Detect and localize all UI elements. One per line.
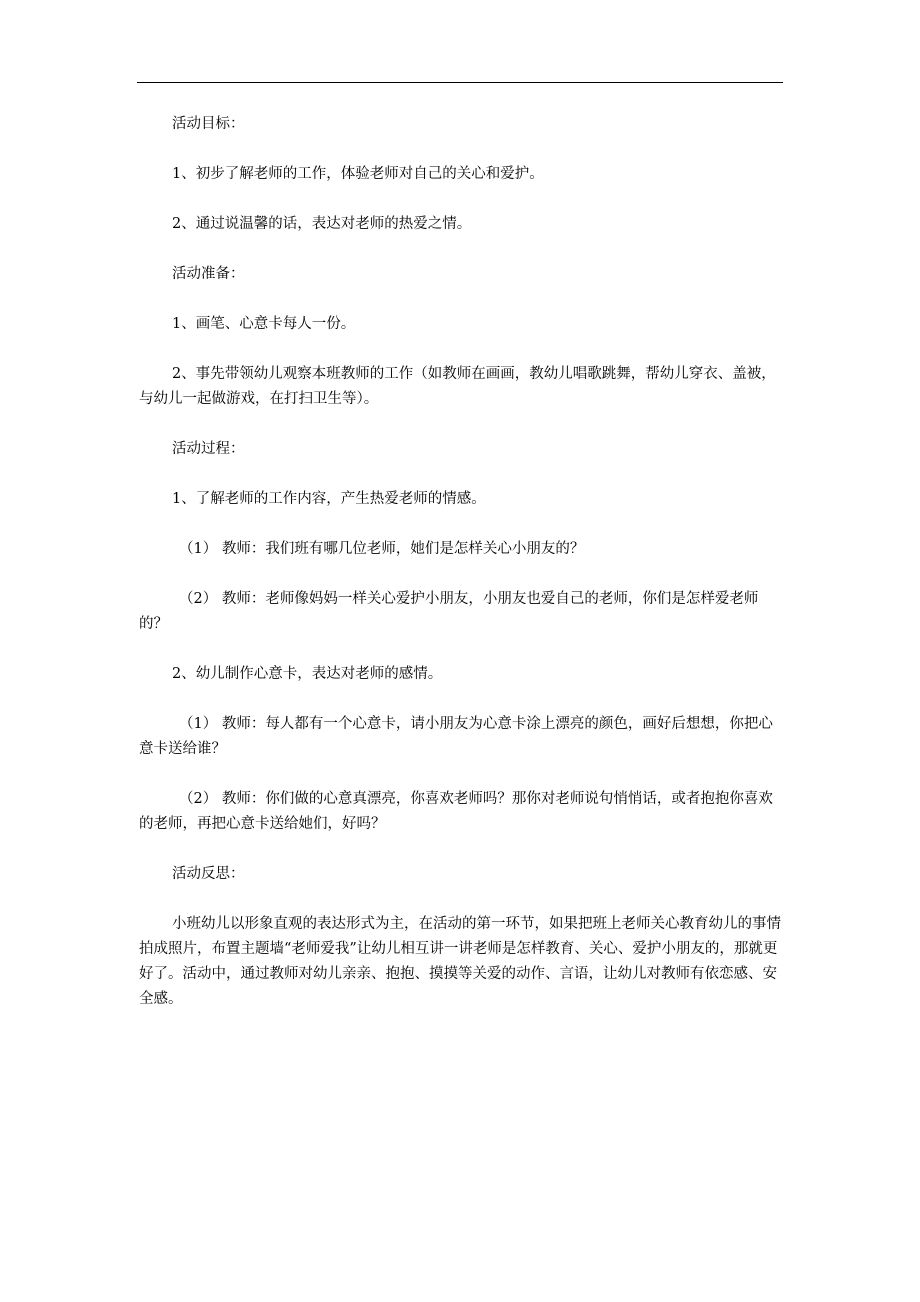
- goal-item-1: 1、初步了解老师的工作，体验老师对自己的关心和爱护。: [172, 166, 544, 182]
- preparation-item-1: 1、画笔、心意卡每人一份。: [172, 316, 356, 332]
- section-heading-reflection: 活动反思：: [172, 866, 245, 882]
- document-body: [139, 112, 784, 1037]
- process-step-1-sub-1: （1） 教师：我们班有哪几位老师，她们是怎样关心小朋友的？: [179, 541, 585, 557]
- header-rule: [137, 82, 783, 83]
- preparation-item-2: 2、事先带领幼儿观察本班教师的工作（如教师在画画，教幼儿唱歌跳舞，帮幼儿穿衣、盖被，与幼儿一起做游戏，在打扫卫生等）。: [139, 366, 776, 407]
- section-heading-process: 活动过程：: [172, 441, 245, 457]
- process-step-1-sub-2: （2） 教师：老师像妈妈一样关心爱护小朋友，小朋友也爱自己的老师，你们是怎样爱老师的？: [139, 591, 759, 632]
- process-step-2: 2、幼儿制作心意卡，表达对老师的感情。: [172, 666, 443, 682]
- reflection-paragraph: 小班幼儿以形象直观的表达形式为主，在活动的第一环节，如果把班上老师关心教育幼儿的事情拍成照片，布置主题墙“老师爱我”让幼儿相互讲一讲老师是怎样教育、关心、爱护小朋友的，那就更好了。活动中，通过教师对幼儿亲亲、抱抱、摸摸等关爱的动作、言语，让幼儿对教师有依恋感、安全感。: [139, 916, 781, 1007]
- process-step-2-sub-2: （2） 教师：你们做的心意真漂亮，你喜欢老师吗？那你对老师说句悄悄话，或者抱抱你喜欢的老师，再把心意卡送给她们，好吗？: [139, 791, 773, 832]
- process-step-1: 1、了解老师的工作内容，产生热爱老师的情感。: [172, 491, 486, 507]
- section-heading-preparation: 活动准备：: [172, 266, 245, 282]
- goal-item-2: 2、通过说温馨的话，表达对老师的热爱之情。: [172, 216, 472, 232]
- process-step-2-sub-1: （1） 教师：每人都有一个心意卡，请小朋友为心意卡涂上漂亮的颜色，画好后想想，你把心意卡送给谁？: [139, 716, 773, 757]
- section-heading-goals: 活动目标：: [172, 116, 245, 132]
